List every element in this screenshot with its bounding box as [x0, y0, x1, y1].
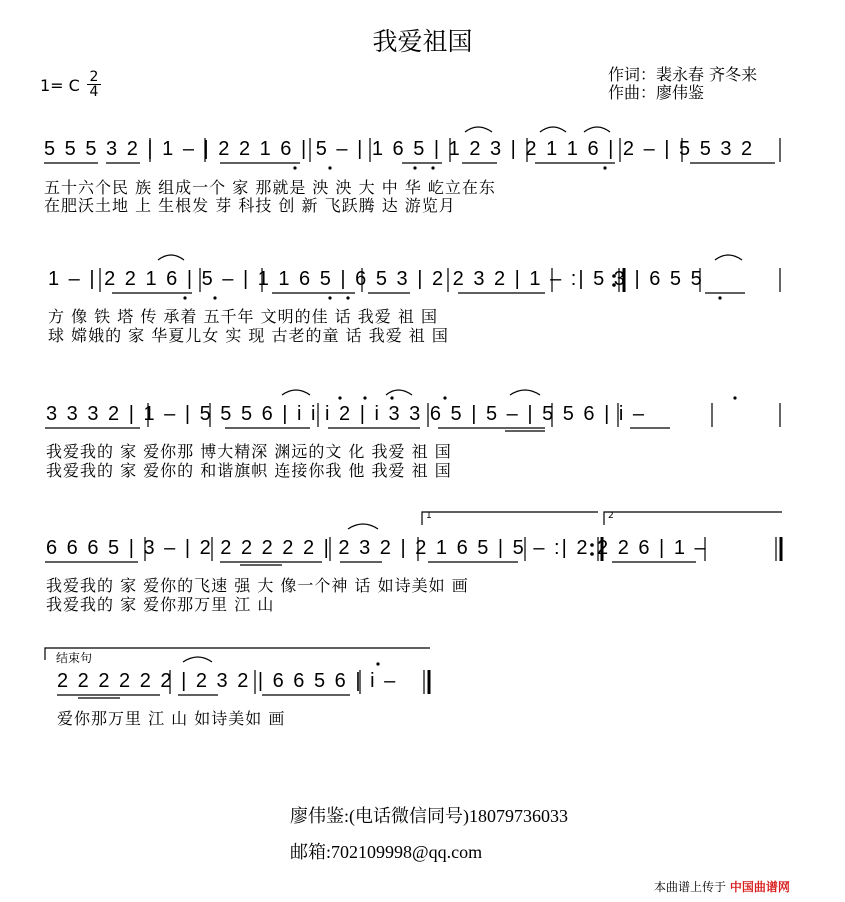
page-title: 我爱祖国	[372, 27, 473, 56]
system-5-lyrics-1: 爱你那万里 江 山 如诗美如 画	[57, 709, 286, 728]
time-sig-bottom: 4	[89, 84, 99, 100]
key-signature: 1= C	[40, 76, 80, 95]
system-4-lyrics-1: 我爱我的 家 爱你的飞速 强 大 像一个神 话 如诗美如 画	[46, 576, 469, 595]
system-5-notes: 2 2 2 2 2 2 | 2 3 2 | 6 6 5 6 | i –	[57, 670, 398, 692]
volta-1: 1	[426, 511, 432, 521]
system-3-notes: 3 3 3 2 | 1 – | 5 5 5 6 | i i i 2 | i 3 3 6 5 | 5 – | 5 5 6 | i –	[46, 403, 646, 425]
lyricist-credit: 作词：裴永春 齐冬来	[608, 65, 758, 84]
system-4-notes: 6 6 6 5 | 3 – | 2 2 2 2 2 2 | 2 3 2 | 2 1 6 5 | 5 – :| 2 2 2 6 | 1 –	[46, 537, 708, 559]
system-2-lyrics-2: 球 嫦娥的 家 华夏儿女 实 现 古老的童 话 我爱 祖 国	[48, 326, 449, 345]
system-1-lyrics-2: 在肥沃土地 上 生根发 芽 科技 创 新 飞跃腾 达 游览月	[44, 196, 456, 215]
watermark	[654, 878, 790, 895]
site-logo: 中国曲谱网	[729, 880, 790, 894]
volta-2: 2	[608, 511, 614, 521]
system-3-lyrics-2: 我爱我的 家 爱你的 和谐旗帜 连接你我 他 我爱 祖 国	[46, 461, 452, 480]
system-3-lyrics-1: 我爱我的 家 爱你那 博大精深 渊远的文 化 我爱 祖 国	[46, 442, 452, 461]
system-1-notes: 5 5 5 3 2 | 1 – | 2 2 1 6 | 5 – | 1 6 5 | 1 2 3 | 2 1 1 6 | 2 – | 5 5 3 2	[44, 138, 755, 160]
email-line: 邮箱:702109998@qq.com	[290, 842, 483, 862]
contact-line: 廖伟鉴:(电话微信同号)18079736033	[290, 806, 568, 826]
system-2-notes: 1 – | 2 2 1 6 | 5 – | 1 1 6 5 | 6 5 3 | 2 2 3 2 | 1 – :| 5 3 | 6 5 5	[48, 268, 704, 290]
system-2-lyrics-1: 方 像 铁 塔 传 承着 五千年 文明的佳 话 我爱 祖 国	[48, 307, 438, 326]
coda-label: 结束句	[56, 651, 93, 665]
composer-credit: 作曲：廖伟鉴	[608, 83, 705, 102]
watermark-prefix: 本曲谱上传于	[654, 880, 727, 894]
time-sig-top: 2	[89, 69, 99, 85]
system-1-lyrics-1: 五十六个民 族 组成一个 家 那就是 泱 泱 大 中 华 屹立在东	[44, 178, 496, 197]
system-4-lyrics-2: 我爱我的 家 爱你那万里 江 山	[46, 595, 275, 614]
